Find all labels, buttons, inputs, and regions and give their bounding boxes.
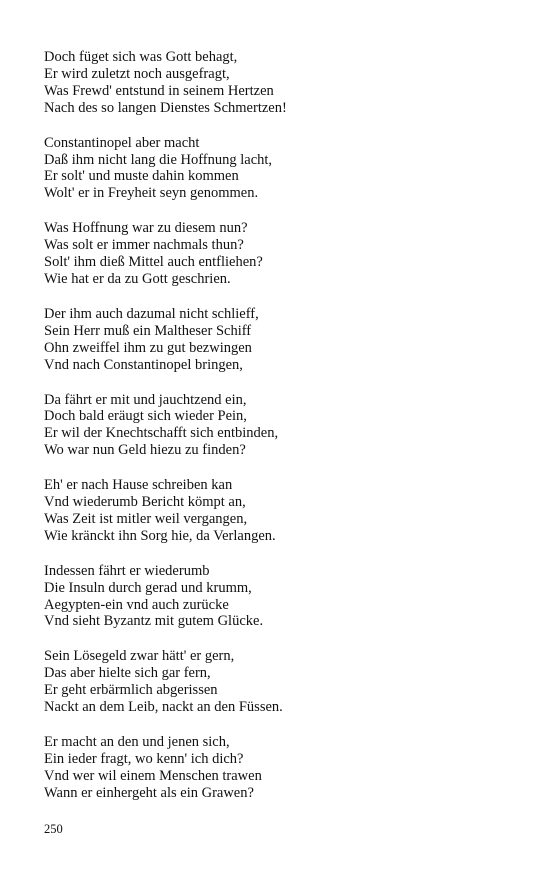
stanza: [44, 477, 514, 545]
poem-line: Wann er einhergeht als ein Grawen?: [44, 784, 254, 801]
poem-line: Was Frewd' entstund in seinem Hertzen: [44, 82, 274, 99]
poem-line: Solt' ihm dieß Mittel auch entfliehen?: [44, 254, 263, 271]
stanza: [44, 392, 514, 460]
poem-line: Ohn zweiffel ihm zu gut bezwingen: [44, 339, 252, 356]
poem-line: Doch bald eräugt sich wieder Pein,: [44, 408, 247, 425]
poem-line: Was Zeit ist mitler weil vergangen,: [44, 510, 248, 527]
poem-line: Wie kränckt ihn Sorg hie, da Verlangen.: [44, 527, 276, 544]
stanza: [44, 734, 514, 802]
poem-line: Constantinopel aber macht: [44, 134, 200, 151]
poem-line: Nach des so langen Dienstes Schmertzen!: [44, 99, 287, 116]
page-number: 250: [44, 822, 63, 836]
poem-line: Wolt' er in Freyheit seyn genommen.: [44, 185, 259, 202]
poem-line: Die Insuln durch gerad und krumm,: [44, 579, 252, 596]
stanza: [44, 220, 514, 288]
poem-line: Daß ihm nicht lang die Hoffnung lacht,: [44, 151, 273, 168]
poem-line: Doch füget sich was Gott behagt,: [44, 49, 238, 65]
poem-line: Er geht erbärmlich abgerissen: [44, 682, 218, 699]
poem-line: Vnd nach Constantinopel bringen,: [44, 356, 243, 373]
stanza: [44, 135, 514, 203]
poem-line: Vnd wer wil einem Menschen trawen: [44, 767, 262, 784]
poem-line: Sein Lösegeld zwar hätt' er gern,: [44, 648, 235, 665]
stanza: [44, 306, 514, 374]
poem-line: Indessen fährt er wiederumb: [44, 562, 210, 579]
poem-line: Sein Herr muß ein Maltheser Schiff: [44, 322, 252, 339]
poem-line: Was Hoffnung war zu diesem nun?: [44, 220, 248, 237]
poem-line: Er solt' und muste dahin kommen: [44, 168, 239, 185]
poem-line: Er wil der Knechtschafft sich entbinden,: [44, 425, 279, 442]
poem-line: Was solt er immer nachmals thun?: [44, 237, 244, 254]
poem-line: Wo war nun Geld hiezu zu finden?: [44, 442, 246, 459]
poem-line: Da fährt er mit und jauchtzend ein,: [44, 391, 247, 408]
poem: [44, 49, 514, 820]
poem-line: Eh' er nach Hause schreiben kan: [44, 477, 233, 494]
poem-line: Er macht an den und jenen sich,: [44, 734, 230, 750]
stanza: [44, 563, 514, 631]
poem-line: Der ihm auch dazumal nicht schlieff,: [44, 305, 259, 322]
poem-line: Ein ieder fragt, wo kenn' ich dich?: [44, 750, 244, 767]
poem-line: Das aber hielte sich gar fern,: [44, 665, 211, 682]
poem-line: Vnd sieht Byzantz mit gutem Glücke.: [44, 613, 264, 630]
poem-line: Nackt an dem Leib, nackt an den Füssen.: [44, 699, 283, 716]
poem-line: Er wird zuletzt noch ausgefragt,: [44, 65, 230, 82]
stanza: [44, 648, 514, 716]
poem-line: Wie hat er da zu Gott geschrien.: [44, 270, 231, 287]
stanza: [44, 49, 514, 117]
poem-line: Aegypten-ein vnd auch zurücke: [44, 596, 229, 613]
poem-line: Vnd wiederumb Bericht kömpt an,: [44, 494, 246, 511]
